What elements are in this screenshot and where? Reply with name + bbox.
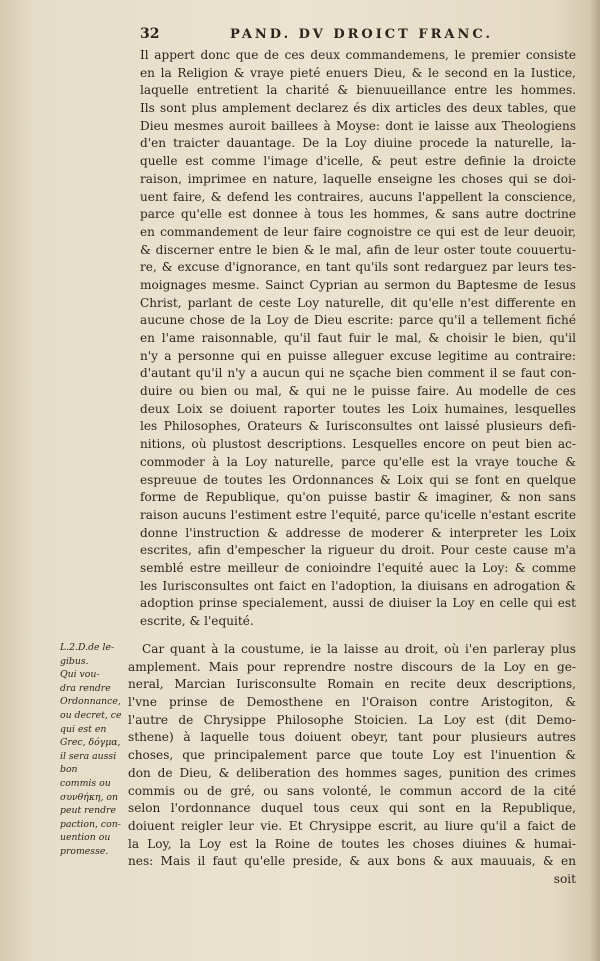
running-title: PAND. DV DROICT FRANC. bbox=[230, 27, 493, 42]
margin-note-line: Ordonnance, bbox=[60, 696, 121, 708]
text-line: la Loy, la Loy est la Roine de toutes les choses diuines & humai- bbox=[128, 836, 576, 851]
text-line: quelle est comme l'image d'icelle, & peut estre definie la droicte bbox=[140, 154, 576, 169]
text-line: Dieu mesmes auroit baillees à Moyse: dont ie laisse aux Theologiens bbox=[140, 118, 576, 133]
text-line: Car quant à la coustume, ie la laisse au droit, où i'en parleray plus bbox=[142, 642, 576, 656]
margin-note-line: Qui vou- bbox=[60, 669, 100, 681]
text-line: Il appert donc que de ces deux commandemens, le premier consiste bbox=[140, 48, 576, 62]
text-line: choses, que principalement parce que toute Loy est l'inuention & bbox=[128, 748, 576, 763]
margin-note-line: paction, con- bbox=[60, 818, 121, 830]
text-line: en commandement de leur faire cognoistre ce qui est de leur deuoir, bbox=[140, 224, 576, 239]
margin-note-line: il sera aussi bbox=[60, 750, 117, 762]
text-line: sthene) à laquelle tous doiuent obeyr, tant pour plusieurs autres bbox=[128, 730, 576, 745]
text-line: en l'ame raisonnable, qu'il faut fuir le mal, & choisir le bien, qu'il bbox=[140, 331, 576, 345]
page-number: 32 bbox=[140, 26, 160, 42]
text-line: forme de Republique, qu'on puisse bastir & imaginer, & non sans bbox=[140, 490, 576, 505]
text-line: commis ou de gré, ou sans volonté, le commun accord de la cité bbox=[128, 783, 576, 798]
margin-note-line: promesse. bbox=[60, 845, 109, 857]
text-line: semblé estre meilleur de conioindre l'equité auec la Loy: & comme bbox=[140, 560, 576, 575]
text-line: duire ou bien ou mal, & qui ne le puisse faire. Au modelle de ces bbox=[140, 384, 576, 399]
text-line: nes: Mais il faut qu'elle preside, & aux bons & aux mauuais, & en bbox=[128, 854, 576, 869]
text-line: l'autre de Chrysippe Philosophe Stoicien. La Loy est (dit Demo- bbox=[128, 712, 576, 727]
text-line: nitions, où plustost descriptions. Lesquelles encore on peut bien ac- bbox=[140, 437, 576, 452]
text-line: don de Dieu, & deliberation des hommes sages, punition des crimes bbox=[128, 765, 576, 780]
margin-note-line: uention ou bbox=[60, 832, 111, 844]
margin-note-line: Grec, δόγμα, bbox=[60, 737, 121, 749]
main-paragraph bbox=[140, 47, 576, 631]
text-line: soit bbox=[553, 871, 576, 886]
page-fold-shadow bbox=[590, 0, 600, 961]
margin-note-line: gibus. bbox=[60, 655, 89, 667]
text-line: les Philosophes, Orateurs & Iurisconsultes ont laissé plusieurs defi- bbox=[140, 419, 576, 434]
text-line: raison aucuns l'estiment estre l'equité, parce qu'icelle n'estant escrite bbox=[140, 507, 576, 522]
margin-note-line: L.2.D.de le- bbox=[60, 642, 115, 653]
text-line: uent faire, & defend les contraires, aucuns l'appellent la conscience, bbox=[140, 189, 576, 204]
second-text-lines bbox=[128, 641, 576, 889]
margin-note-lines bbox=[60, 641, 130, 859]
text-line: aucune chose de la Loy de Dieu escrite: parce qu'il a tellement fiché bbox=[140, 313, 576, 328]
margin-note-line: συνθήκη, on bbox=[60, 791, 118, 803]
text-line: d'autant qu'il n'y a aucun qui ne sçache bien comment il se faut con- bbox=[140, 366, 576, 381]
margin-note-line: commis ou bbox=[60, 777, 111, 789]
margin-note-line: bon bbox=[60, 764, 78, 776]
text-line: deux Loix se doiuent raporter toutes les Loix humaines, lesquelles bbox=[140, 401, 576, 416]
text-line: Ils sont plus amplement declarez és dix articles des deux tables, que bbox=[140, 101, 576, 116]
text-line: & discerner entre le bien & le mal, afin de leur oster toute couuertu- bbox=[140, 242, 576, 257]
second-paragraph bbox=[128, 641, 576, 889]
text-line: neral, Marcian Iurisconsulte Romain en recite deux descriptions, bbox=[128, 677, 576, 692]
margin-note-line: dra rendre bbox=[60, 682, 111, 694]
text-line: l'vne prinse de Demosthene en l'Oraison contre Aristogiton, & bbox=[128, 695, 576, 710]
text-line: d'en traicter dauantage. De la Loy diuine procede la naturelle, la- bbox=[140, 136, 576, 151]
text-line: raison, imprimee en nature, laquelle enseigne les choses qui se doi- bbox=[140, 171, 576, 186]
text-line: doiuent reigler leur vie. Et Chrysippe escrit, au liure qu'il a faict de bbox=[128, 818, 576, 833]
text-line: adoption prinse specialement, aussi de diuiser la Loy en celle qui est bbox=[140, 596, 576, 611]
text-line: donne l'instruction & addresse de moderer & interpreter les Loix bbox=[140, 525, 576, 540]
text-line: selon l'ordonnance duquel tous ceux qui sont en la Republique, bbox=[128, 801, 576, 816]
text-line: escrites, afin d'empescher la rigueur du droit. Pour ceste cause m'a bbox=[140, 543, 576, 558]
text-line: amplement. Mais pour reprendre nostre discours de la Loy en ge- bbox=[128, 659, 576, 674]
text-line: en la Religion & vraye pieté enuers Dieu, & le second en la Iustice, bbox=[140, 65, 576, 80]
text-line: les Iurisconsultes ont faict en l'adoption, la diuisans en adrogation & bbox=[140, 578, 576, 593]
text-line: commoder à la Loy naturelle, parce qu'elle est la vraye touche & bbox=[140, 454, 576, 469]
main-text-lines bbox=[140, 47, 576, 631]
text-line: n'y a personne qui en puisse alleguer excuse legitime au contraire: bbox=[140, 348, 576, 363]
text-line: Christ, parlant de ceste Loy naturelle, dit qu'elle n'est differente en bbox=[140, 295, 576, 310]
text-line: parce qu'elle est donnee à tous les hommes, & sans autre doctrine bbox=[140, 207, 576, 222]
margin-note-line: peut rendre bbox=[60, 805, 116, 817]
text-line: espreuue de toutes les Ordonnances & Loix qui se font en quelque bbox=[140, 472, 576, 487]
text-line: escrite, & l'equité. bbox=[140, 614, 254, 628]
page-header bbox=[140, 26, 570, 46]
text-line: moignages mesme. Sainct Cyprian au sermon du Baptesme de Iesus bbox=[140, 277, 576, 292]
margin-notes bbox=[60, 641, 130, 859]
margin-note-line: qui est en bbox=[60, 723, 107, 735]
margin-note-line: ou decret, ce bbox=[60, 709, 122, 721]
text-line: re, & excuse d'ignorance, en tant qu'ils sont redarguez par leurs tes- bbox=[140, 260, 576, 275]
text-line: laquelle entretient la charité & bienuueillance entre les hommes. bbox=[140, 83, 576, 98]
